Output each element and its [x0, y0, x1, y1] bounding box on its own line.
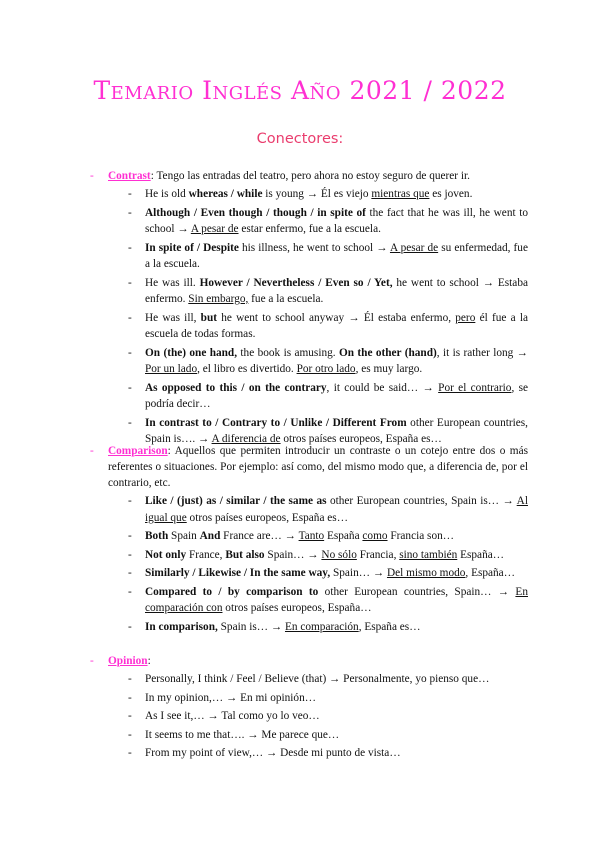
- opinion-heading: [0, 653, 600, 669]
- comparison-list: [0, 493, 600, 635]
- list-item: - He was ill, but he went to school anyway → Él estaba enfermo, pero él fue a la escuela de todas formas.: [128, 311, 528, 340]
- list-item: - In comparison, Spain is… → En comparación, España es…: [128, 620, 421, 633]
- page-title: Temario Inglés Año 2021 / 2022: [93, 76, 507, 105]
- comparison-label: Comparison: [108, 445, 168, 457]
- contrast-label: Contrast: [108, 170, 151, 182]
- list-item: - In spite of / Despite his illness, he went to school → A pesar de su enfermedad, fue a la escuela.: [128, 241, 528, 270]
- list-item: - Compared to / by comparison to other European countries, Spain… → En comparación con otros países europeos, España…: [128, 585, 528, 614]
- list-item: - From my point of view,… → Desde mi punto de vista…: [128, 747, 401, 759]
- list-item: - It seems to me that…. → Me parece que…: [128, 728, 340, 741]
- comparison-heading: [0, 443, 600, 491]
- list-item: - Similarly / Likewise / In the same way, Spain… → Del mismo modo, España…: [128, 567, 515, 579]
- list-item: - Like / (just) as / similar / the same as other European countries, Spain is… → Al igual que otros países europeos, España es…: [128, 495, 528, 524]
- list-item: - He was ill. However / Nevertheless / Even so / Yet, he went to school → Estaba enfermo. Sin embargo, fue a la escuela.: [128, 276, 528, 305]
- list-item: - On (the) one hand, the book is amusing. On the other (hand), it is rather long → Por un lado, el libro es divertido. Por otro lado, es muy largo.: [128, 346, 528, 375]
- opinion-section: [0, 653, 600, 764]
- contrast-section: [0, 168, 600, 450]
- list-item: - As I see it,… → Tal como yo lo veo…: [128, 710, 320, 722]
- comparison-section: [0, 443, 600, 637]
- list-item: - As opposed to this / on the contrary, it could be said… → Por el contrario, se podría decir…: [128, 381, 528, 410]
- label-colon: :: [167, 445, 171, 457]
- label-colon: :: [147, 655, 151, 667]
- bullet-dash: -: [90, 655, 94, 667]
- list-item: - Not only France, But also Spain… → No sólo Francia, sino también España…: [128, 548, 505, 561]
- list-item: - Although / Even though / though / in spite of the fact that he was ill, he went to school → A pesar de estar enfermo, fue a la escuela.: [128, 206, 529, 235]
- list-item: - Personally, I think / Feel / Believe (that) → Personalmente, yo pienso que…: [128, 673, 490, 685]
- list-item: - In my opinion,… → En mi opinión…: [128, 691, 317, 704]
- section-subtitle: Conectores:: [256, 131, 344, 147]
- list-item: - He is old whereas / while is young → Él es viejo mientras que es joven.: [128, 188, 473, 200]
- contrast-heading: [0, 168, 600, 184]
- opinion-list: [0, 671, 600, 762]
- opinion-label: Opinion: [108, 655, 148, 667]
- contrast-list: [0, 186, 600, 448]
- bullet-dash: -: [90, 170, 94, 182]
- list-item: - In contrast to / Contrary to / Unlike / Different From other European countries, Spain is…. → A diferencia de otros países europeos, España es…: [128, 416, 529, 445]
- comparison-intro: Aquellos que permiten introducir un contraste o un cotejo entre dos o más referentes o situaciones. Por ejemplo: así como, del mismo modo que, a diferencia de, por el contrario, etc.: [108, 445, 528, 489]
- label-colon: :: [150, 170, 154, 182]
- list-item: - Both Spain And France are… → Tanto España como Francia son…: [128, 530, 455, 542]
- bullet-dash: -: [90, 445, 94, 457]
- contrast-intro: Tengo las entradas del teatro, pero ahora no estoy seguro de querer ir.: [153, 170, 470, 182]
